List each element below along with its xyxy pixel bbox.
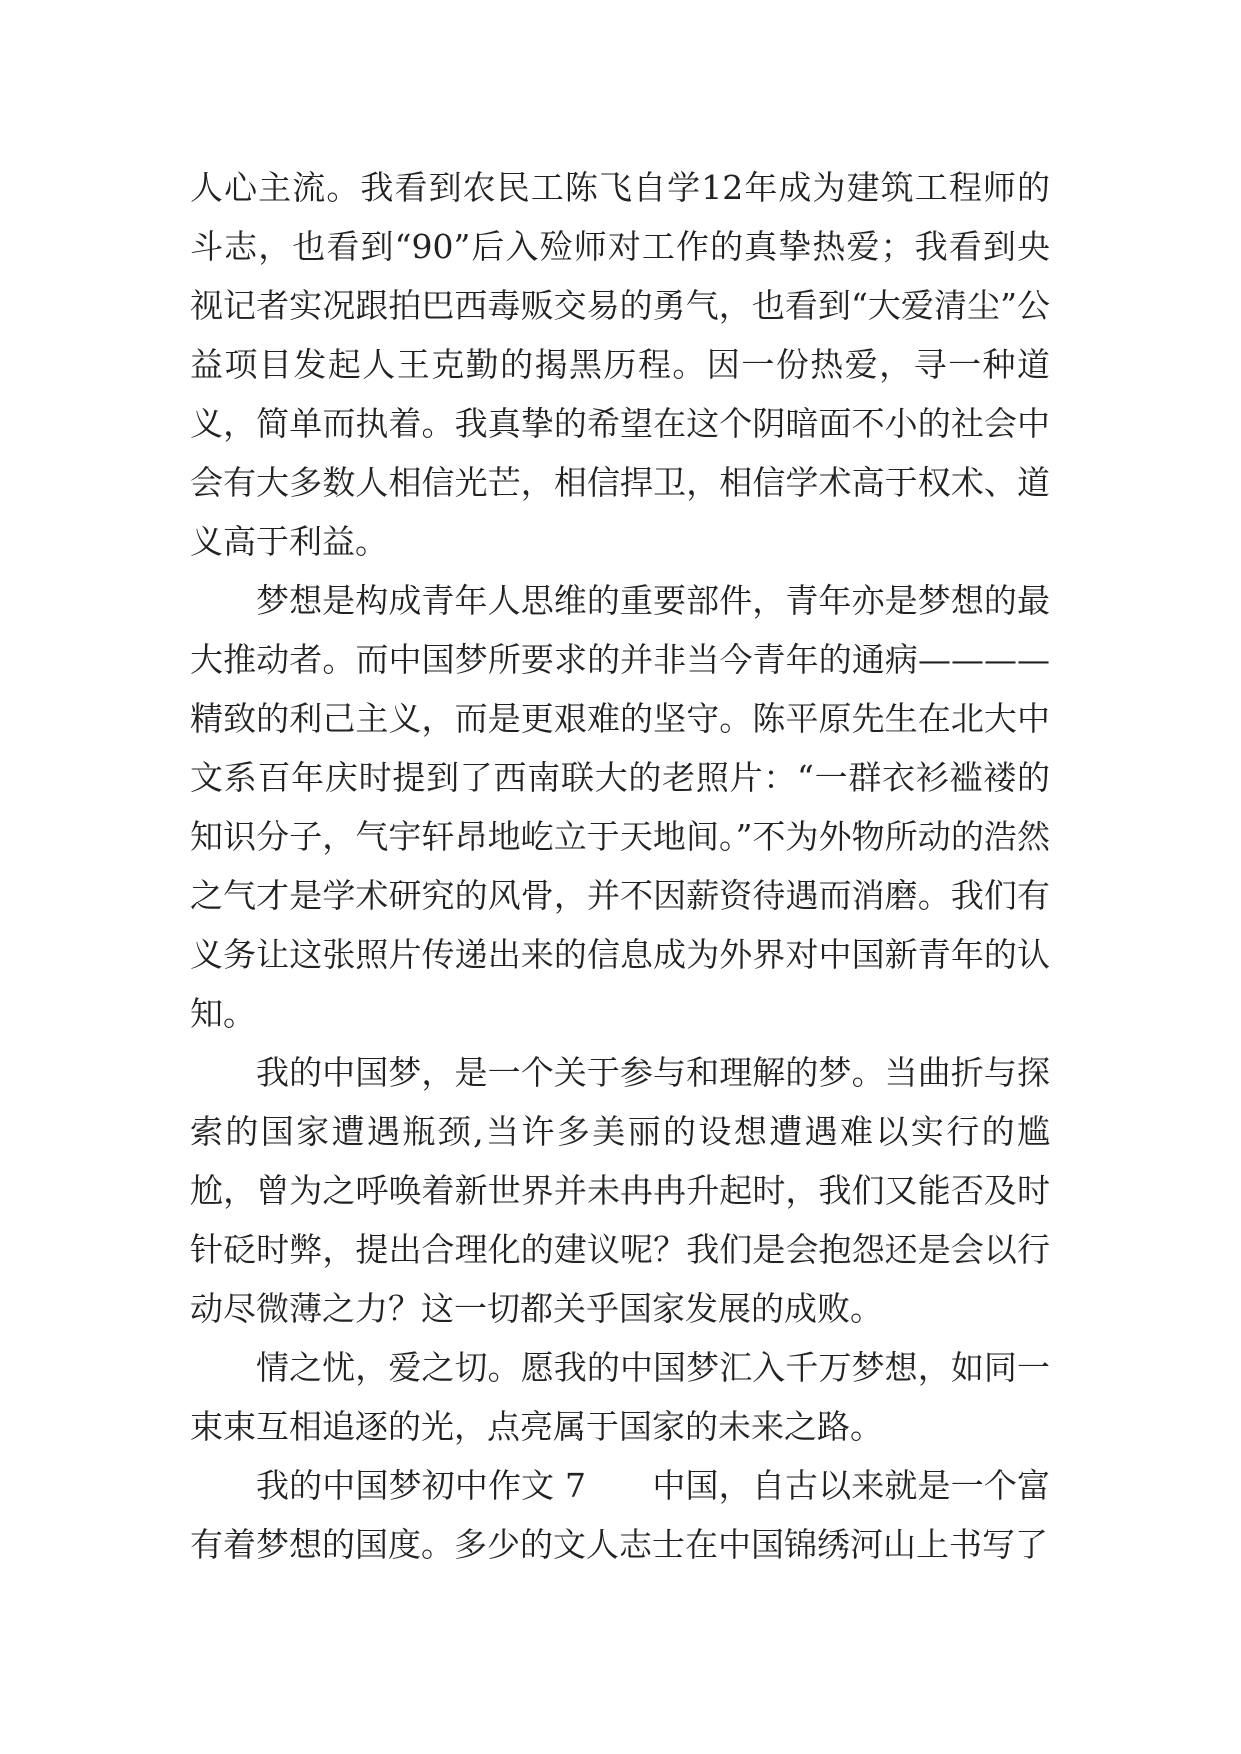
paragraph-5: 我的中国梦初中作文 7 中国，自古以来就是一个富有着梦想的国度。多少的文人志士在中国锦绣河山上书写了: [190, 1466, 1050, 1564]
document-body: [190, 158, 1050, 1574]
paragraph-3: 我的中国梦，是一个关于参与和理解的梦。当曲折与探索的国家遭遇瓶颈,当许多美丽的设想遭遇难以实行的尴尬，曾为之呼唤着新世界并未冉冉升起时，我们又能否及时针砭时弊，提出合理化的建议呢？我们是会抱怨还是会以行动尽微薄之力？这一切都关乎国家发展的成败。: [190, 1053, 1050, 1328]
paragraph-1: 人心主流。我看到农民工陈飞自学12年成为建筑工程师的斗志，也看到“90”后入殓师对工作的真挚热爱；我看到央视记者实况跟拍巴西毒贩交易的勇气，也看到“大爱清尘”公益项目发起人王克勤的揭黑历程。因一份热爱，寻一种道义，简单而执着。我真挚的希望在这个阴暗面不小的社会中会有大多数人相信光芒，相信捍卫，相信学术高于权术、道义高于利益。: [190, 168, 1050, 561]
paragraph-4: 情之忧，爱之切。愿我的中国梦汇入千万梦想，如同一束束互相追逐的光，点亮属于国家的未来之路。: [190, 1348, 1050, 1446]
paragraph-2: 梦想是构成青年人思维的重要部件，青年亦是梦想的最大推动者。而中国梦所要求的并非当今青年的通病————精致的利己主义，而是更艰难的坚守。陈平原先生在北大中文系百年庆时提到了西南联大的老照片：“一群衣衫褴褛的知识分子，气宇轩昂地屹立于天地间。”不为外物所动的浩然之气才是学术研究的风骨，并不因薪资待遇而消磨。我们有义务让这张照片传递出来的信息成为外界对中国新青年的认知。: [190, 581, 1050, 1033]
